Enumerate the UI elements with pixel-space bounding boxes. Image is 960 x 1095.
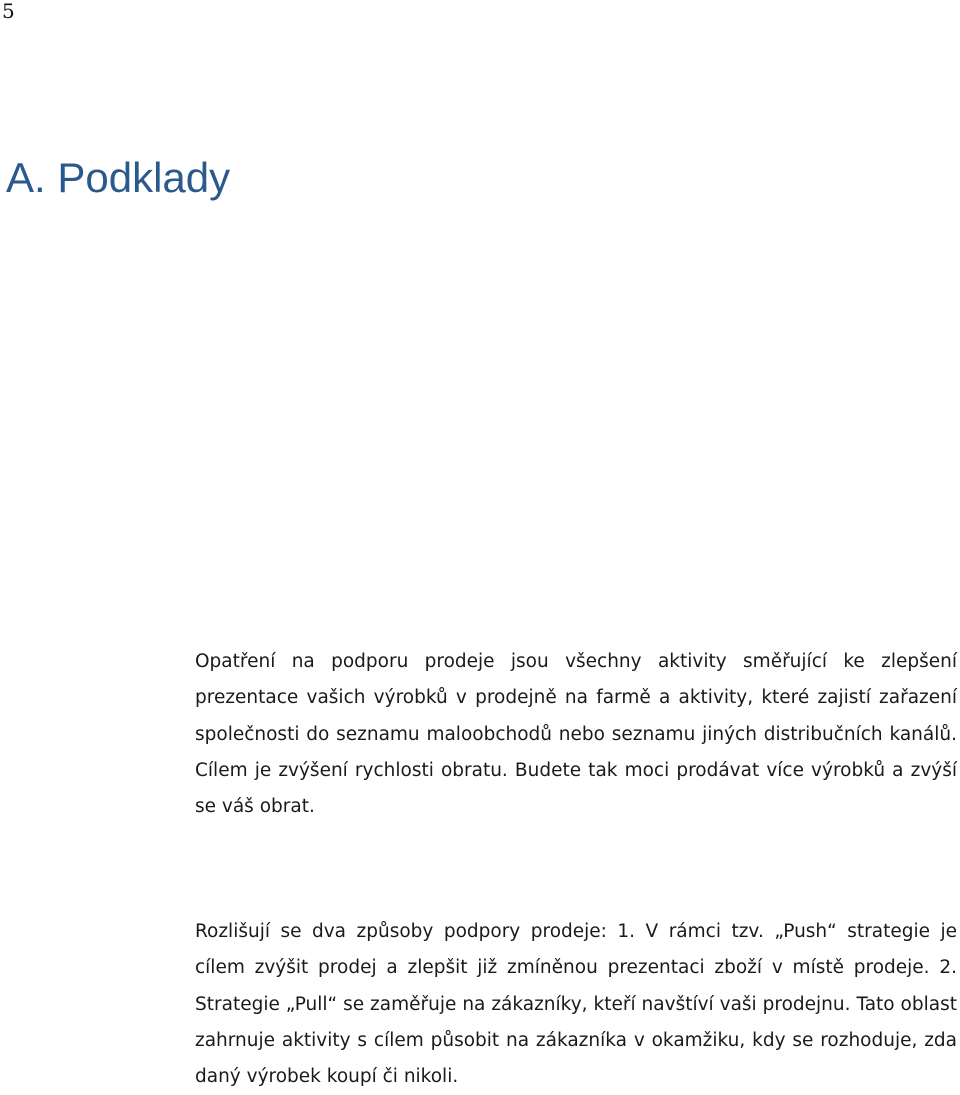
page-number: 5 xyxy=(2,0,15,23)
section-heading: A. Podklady xyxy=(6,154,231,201)
paragraph-push-pull-strategies: Rozlišují se dva způsoby podpory prodeje: 1. V rámci tzv. „Push“ strategie je cílem zvýšit prodej a zlepšit již zmíněnou prezentaci zboží v místě prodeje. 2. Strategie „Pull“ se zaměřuje na zákazníky, kteří navštíví vaši prodejnu. Tato oblast zahrnuje aktivity s cílem působit na zákazníka v okamžiku, kdy se rozhoduje, zda daný výrobek koupí či nikoli. xyxy=(195,921,957,1088)
paragraph-sales-promotion-definition: Opatření na podporu prodeje jsou všechny aktivity směřující ke zlepšení prezentace vašich výrobků v prodejně na farmě a aktivity, které zajistí zařazení společnosti do seznamu maloobchodů nebo seznamu jiných distribučních kanálů. Cílem je zvýšení rychlosti obratu. Budete tak moci prodávat více výrobků a zvýší se váš obrat. xyxy=(195,651,957,818)
